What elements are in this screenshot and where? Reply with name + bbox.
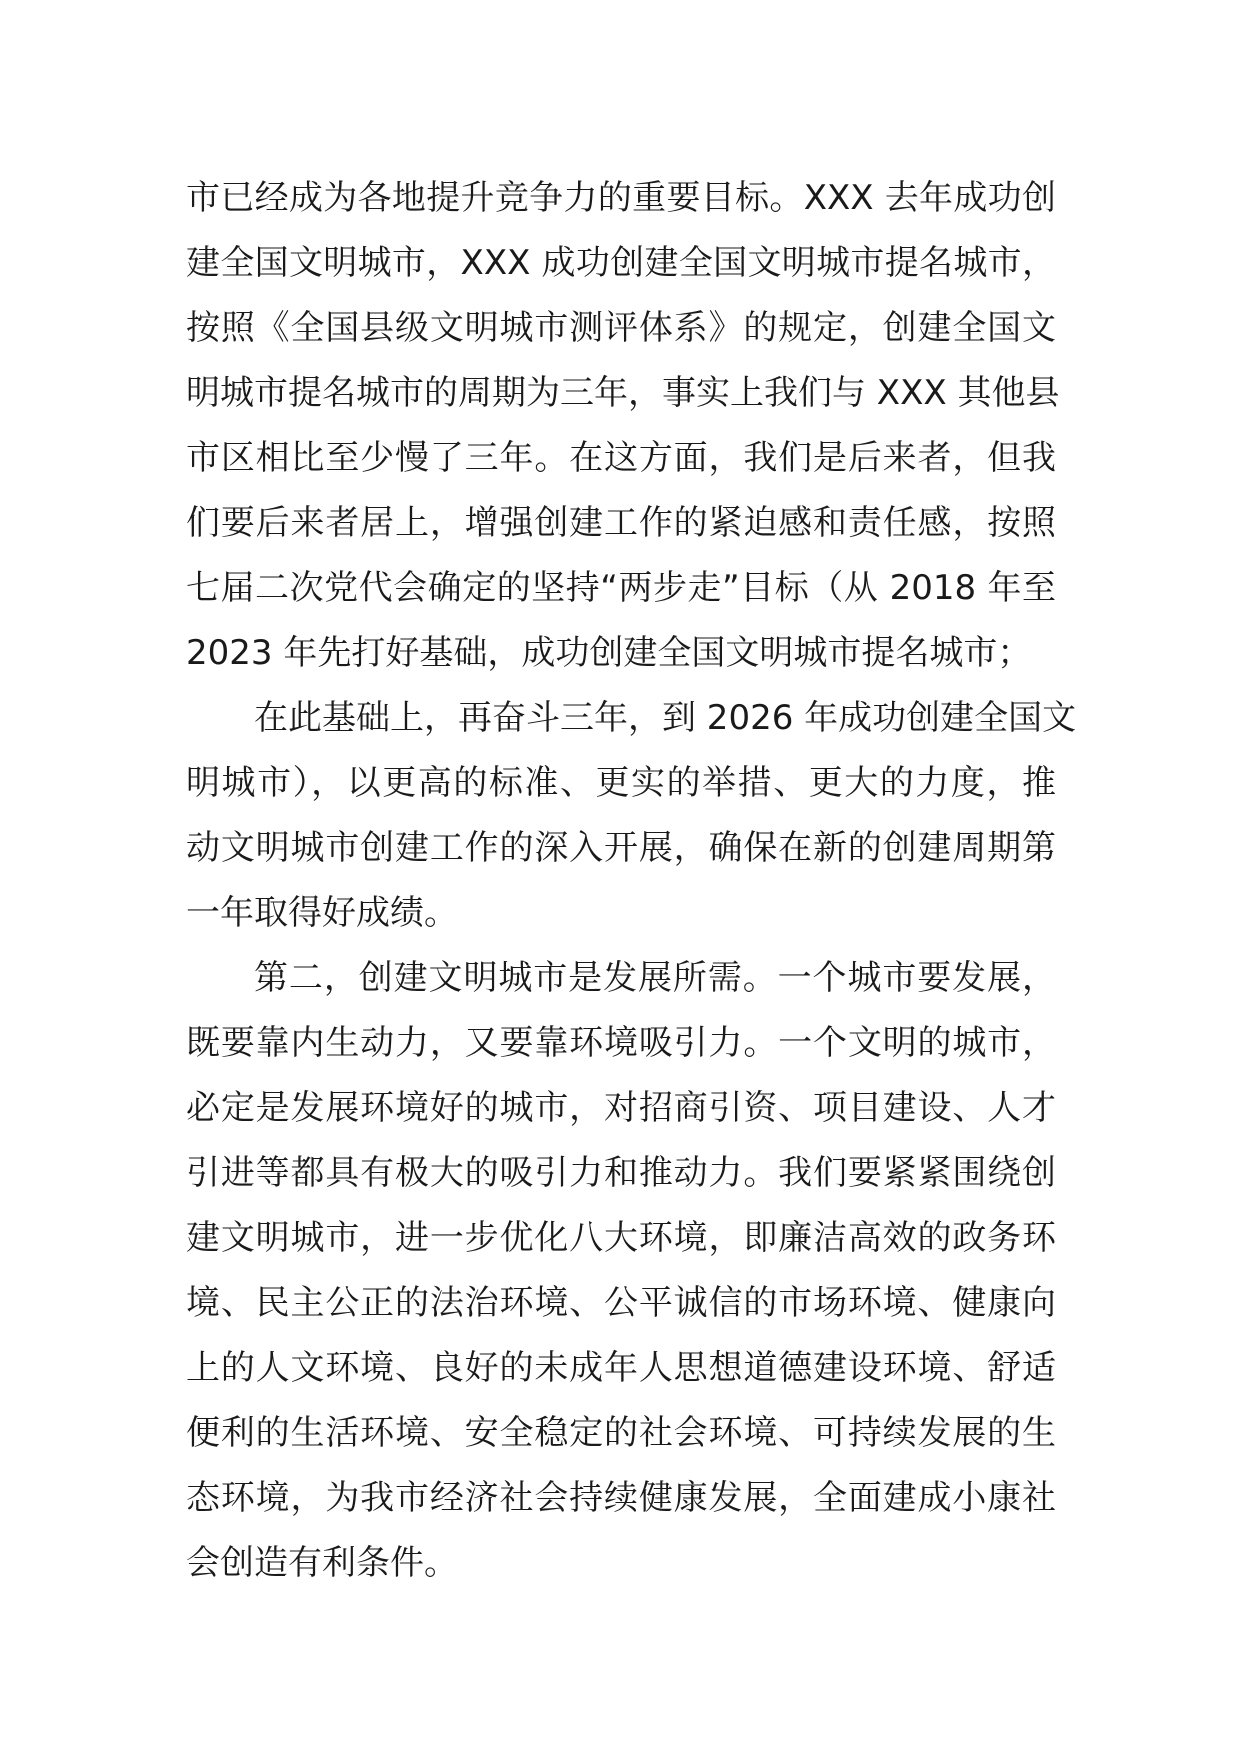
text-line: 态环境，为我市经济社会持续健康发展，全面建成小康社 — [186, 1478, 1056, 1518]
text-line: 建全国文明城市，XXX 成功创建全国文明城市提名城市， — [186, 243, 1056, 283]
text-line: 境、民主公正的法治环境、公平诚信的市场环境、健康向 — [186, 1283, 1056, 1323]
text-line: 必定是发展环境好的城市，对招商引资、项目建设、人才 — [186, 1088, 1056, 1128]
text-line: 市区相比至少慢了三年。在这方面，我们是后来者，但我 — [186, 438, 1056, 478]
text-line: 引进等都具有极大的吸引力和推动力。我们要紧紧围绕创 — [186, 1153, 1056, 1193]
text-line: 动文明城市创建工作的深入开展，确保在新的创建周期第 — [186, 828, 1056, 868]
text-line: 一年取得好成绩。 — [186, 893, 458, 933]
text-line: 会创造有利条件。 — [186, 1543, 458, 1583]
text-line: 便利的生活环境、安全稳定的社会环境、可持续发展的生 — [186, 1413, 1056, 1453]
text-line: 既要靠内生动力，又要靠环境吸引力。一个文明的城市， — [186, 1023, 1056, 1063]
document-body — [186, 166, 1077, 1596]
text-line: 上的人文环境、良好的未成年人思想道德建设环境、舒适 — [186, 1348, 1056, 1388]
text-line: 七届二次党代会确定的坚持“两步走”目标（从 2018 年至 — [186, 568, 1056, 608]
text-line: 建文明城市，进一步优化八大环境，即廉洁高效的政务环 — [186, 1218, 1056, 1258]
text-line: 明城市），以更高的标准、更实的举措、更大的力度，推 — [186, 763, 1056, 803]
text-line: 市已经成为各地提升竞争力的重要目标。XXX 去年成功创 — [186, 178, 1056, 218]
text-line: 们要后来者居上，增强创建工作的紧迫感和责任感，按照 — [186, 503, 1056, 543]
text-line: 第二，创建文明城市是发展所需。一个城市要发展， — [254, 958, 1056, 998]
text-line: 明城市提名城市的周期为三年，事实上我们与 XXX 其他县 — [186, 373, 1060, 413]
text-line: 在此基础上，再奋斗三年，到 2026 年成功创建全国文 — [254, 698, 1077, 738]
text-line: 按照《全国县级文明城市测评体系》的规定，创建全国文 — [186, 308, 1056, 348]
text-line: 2023 年先打好基础，成功创建全国文明城市提名城市； — [186, 633, 1032, 673]
